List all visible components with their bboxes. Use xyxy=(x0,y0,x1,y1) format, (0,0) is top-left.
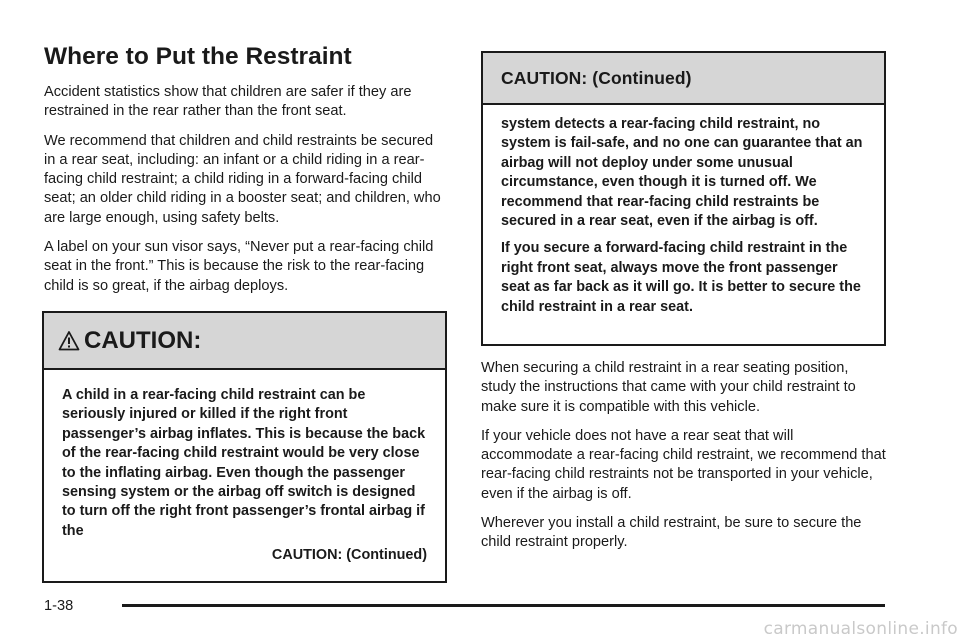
caution-continued-label: CAUTION: (Continued) xyxy=(271,547,427,563)
section-title: Where to Put the Restraint xyxy=(44,43,352,70)
caution-box-continued xyxy=(481,51,886,346)
footer-rule xyxy=(122,604,885,607)
watermark: carmanualsonline.info xyxy=(763,619,958,639)
paragraph-accident-statistics: Accident statistics show that children are safer if they are restrained in the rear rather than the front seat. xyxy=(44,84,412,120)
caution-continued-header xyxy=(483,53,884,105)
caution-continued-body xyxy=(483,105,884,317)
paragraph-recommendation: We recommend that children and child restraints be secured in a rear seat, including: an infant or a child riding in a rear-facing child restraint; a child riding in a forward-facing child seat; an older child riding in a booster seat; and children, who are large enough, using safety belts. xyxy=(44,132,441,226)
paragraph-install-properly: Wherever you install a child restraint, be sure to secure the child restraint properly. xyxy=(481,515,862,551)
caution-body xyxy=(44,370,445,541)
warning-triangle-icon xyxy=(58,330,80,352)
paragraph-no-rear-seat: If your vehicle does not have a rear seat that will accommodate a rear-facing child restraint, we recommend that rear-facing child restraints not be transported in your vehicle, even if the airbag is off. xyxy=(481,427,886,502)
caution-continued-text-1: system detects a rear-facing child restraint, no system is fail-safe, and no one can guarantee that an airbag will not deploy under some unusual circumstance, even though it is turned off. We recommend that rear-facing child restraints be secured in a rear seat, even if the airbag is off. xyxy=(501,116,863,230)
paragraph-sun-visor-label: A label on your sun visor says, “Never put a rear-facing child seat in the front.” This is because the risk to the rear-facing child is so great, if the airbag deploys. xyxy=(44,239,434,294)
caution-heading: CAUTION: xyxy=(84,327,202,354)
paragraph-rear-seating: When securing a child restraint in a rear seating position, study the instructions that came with your child restraint to make sure it is compatible with this vehicle. xyxy=(481,360,856,415)
caution-continued-heading: CAUTION: (Continued) xyxy=(501,68,692,88)
caution-box-left xyxy=(42,311,447,583)
left-column xyxy=(44,42,448,306)
caution-continued-text-2: If you secure a forward-facing child restraint in the right front seat, always move the front passenger seat as far back as it will go. It is better to secure the child restraint in a rear seat. xyxy=(501,240,861,315)
caution-text: A child in a rear-facing child restraint can be seriously injured or killed if the right front passenger’s airbag inflates. This is because the back of the rear-facing child restraint would be very close to the inflating airbag. Even though the passenger sensing system or the airbag off switch is designed to turn off the right front passenger’s frontal airbag if the xyxy=(62,387,426,539)
right-paragraphs xyxy=(481,359,886,553)
caution-header xyxy=(44,313,445,370)
page-number: 1-38 xyxy=(44,598,74,614)
right-column xyxy=(481,51,886,563)
